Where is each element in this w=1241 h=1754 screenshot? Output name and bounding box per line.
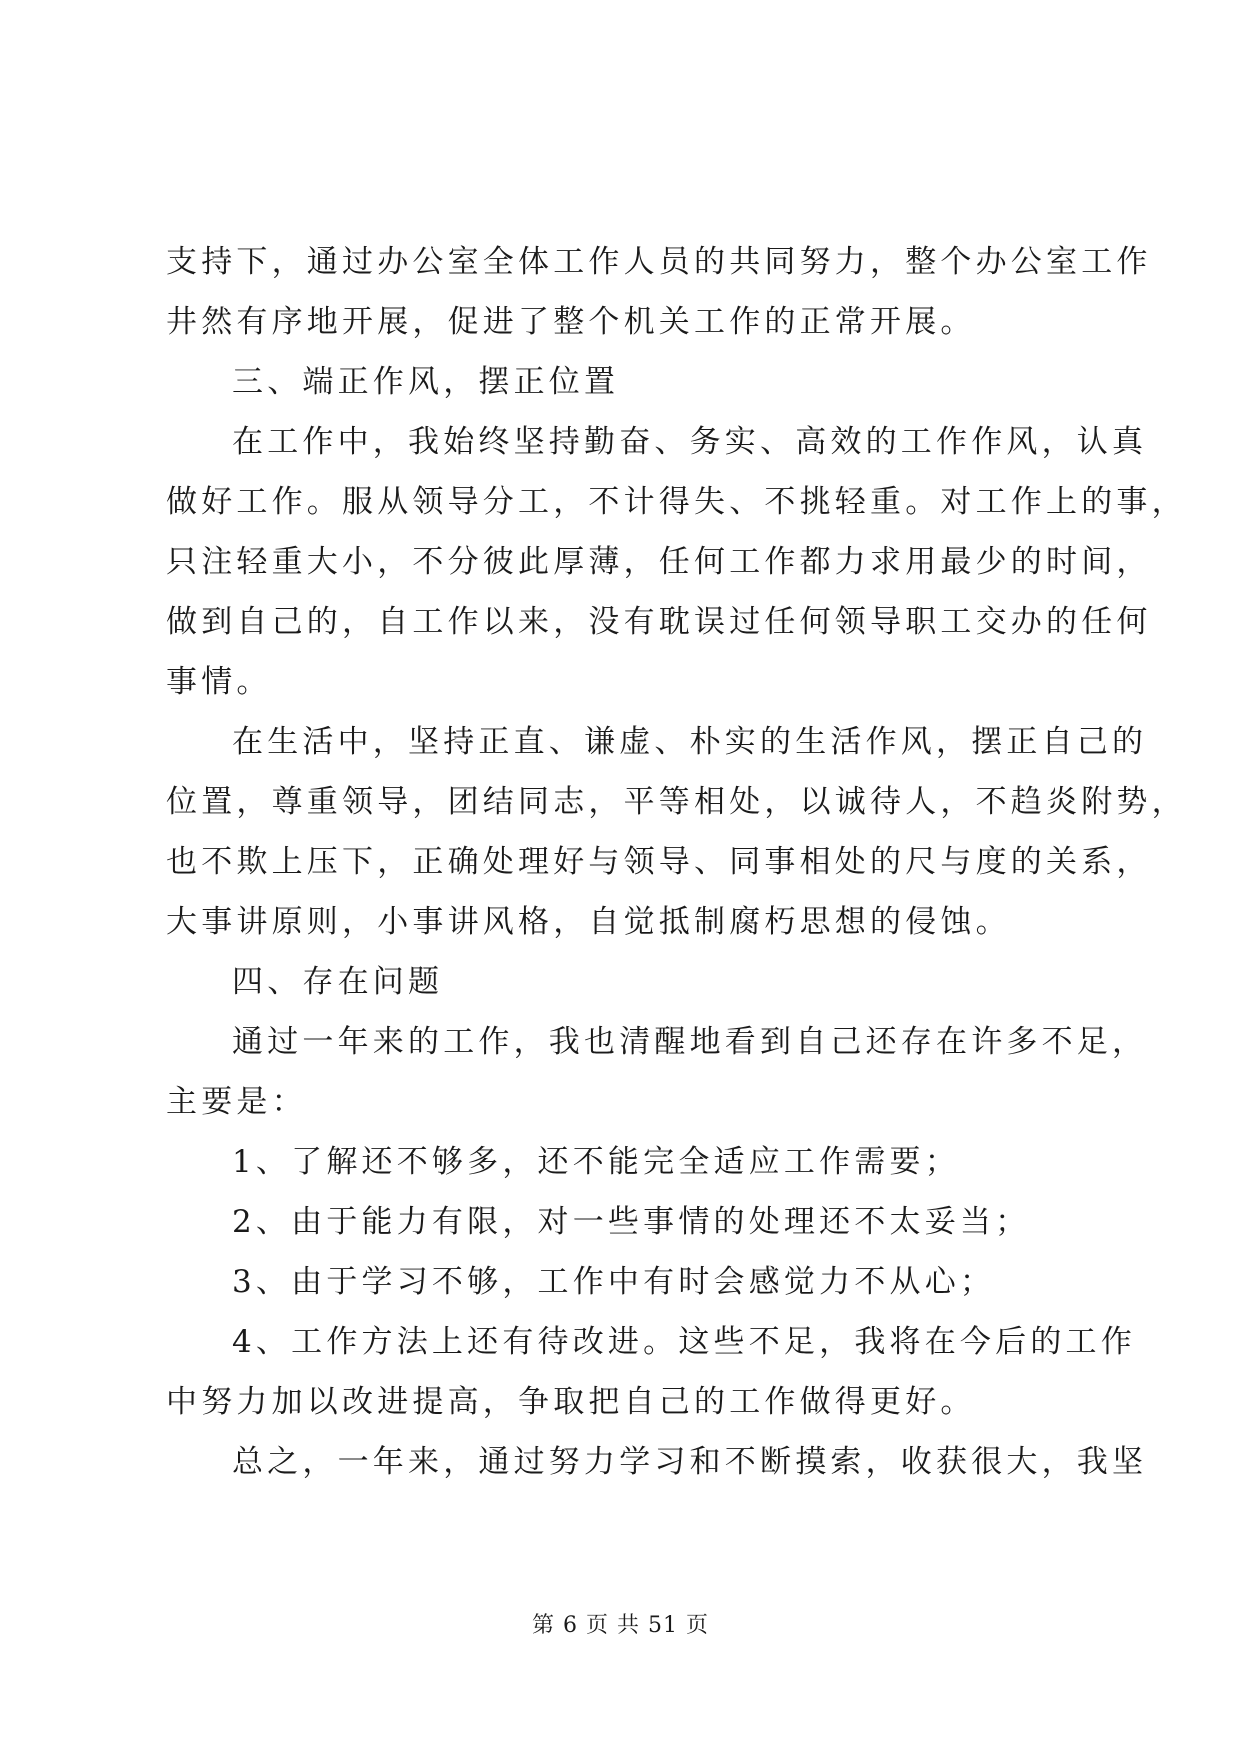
body-line: 大事讲原则，小事讲风格，自觉抵制腐朽思想的侵蚀。 <box>166 904 1011 940</box>
section-heading: 三、端正作风，摆正位置 <box>232 364 620 400</box>
body-line: 做到自己的，自工作以来，没有耽误过任何领导职工交办的任何 <box>166 604 1152 640</box>
body-line: 通过一年来的工作，我也清醒地看到自己还存在许多不足， <box>232 1024 1148 1060</box>
body-line: 在生活中，坚持正直、谦虚、朴实的生活作风，摆正自己的 <box>232 724 1148 760</box>
body-line: 位置，尊重领导，团结同志，平等相处，以诚待人，不趋炎附势， <box>166 784 1187 820</box>
list-item: 4、工作方法上还有待改进。这些不足，我将在今后的工作 <box>232 1324 1136 1360</box>
list-item: 1、了解还不够多，还不能完全适应工作需要； <box>232 1144 960 1180</box>
section-heading: 四、存在问题 <box>232 964 444 1000</box>
body-line: 做好工作。服从领导分工，不计得失、不挑轻重。对工作上的事， <box>166 484 1187 520</box>
body-line: 支持下，通过办公室全体工作人员的共同努力，整个办公室工作 <box>166 244 1152 280</box>
body-line: 总之，一年来，通过努力学习和不断摸索，收获很大，我坚 <box>232 1444 1148 1480</box>
body-line: 也不欺上压下，正确处理好与领导、同事相处的尺与度的关系， <box>166 844 1152 880</box>
body-line: 中努力加以改进提高，争取把自己的工作做得更好。 <box>166 1384 976 1420</box>
document-body <box>166 232 1187 1492</box>
body-line: 事情。 <box>166 664 272 700</box>
body-line: 主要是： <box>166 1084 307 1120</box>
page-number-footer: 第 6 页 共 51 页 <box>532 1613 709 1638</box>
body-line: 只注轻重大小，不分彼此厚薄，任何工作都力求用最少的时间， <box>166 544 1152 580</box>
body-line: 在工作中，我始终坚持勤奋、务实、高效的工作作风，认真 <box>232 424 1148 460</box>
list-item: 3、由于学习不够，工作中有时会感觉力不从心； <box>232 1264 996 1300</box>
body-line: 井然有序地开展，促进了整个机关工作的正常开展。 <box>166 304 976 340</box>
list-item: 2、由于能力有限，对一些事情的处理还不太妥当； <box>232 1204 1031 1240</box>
